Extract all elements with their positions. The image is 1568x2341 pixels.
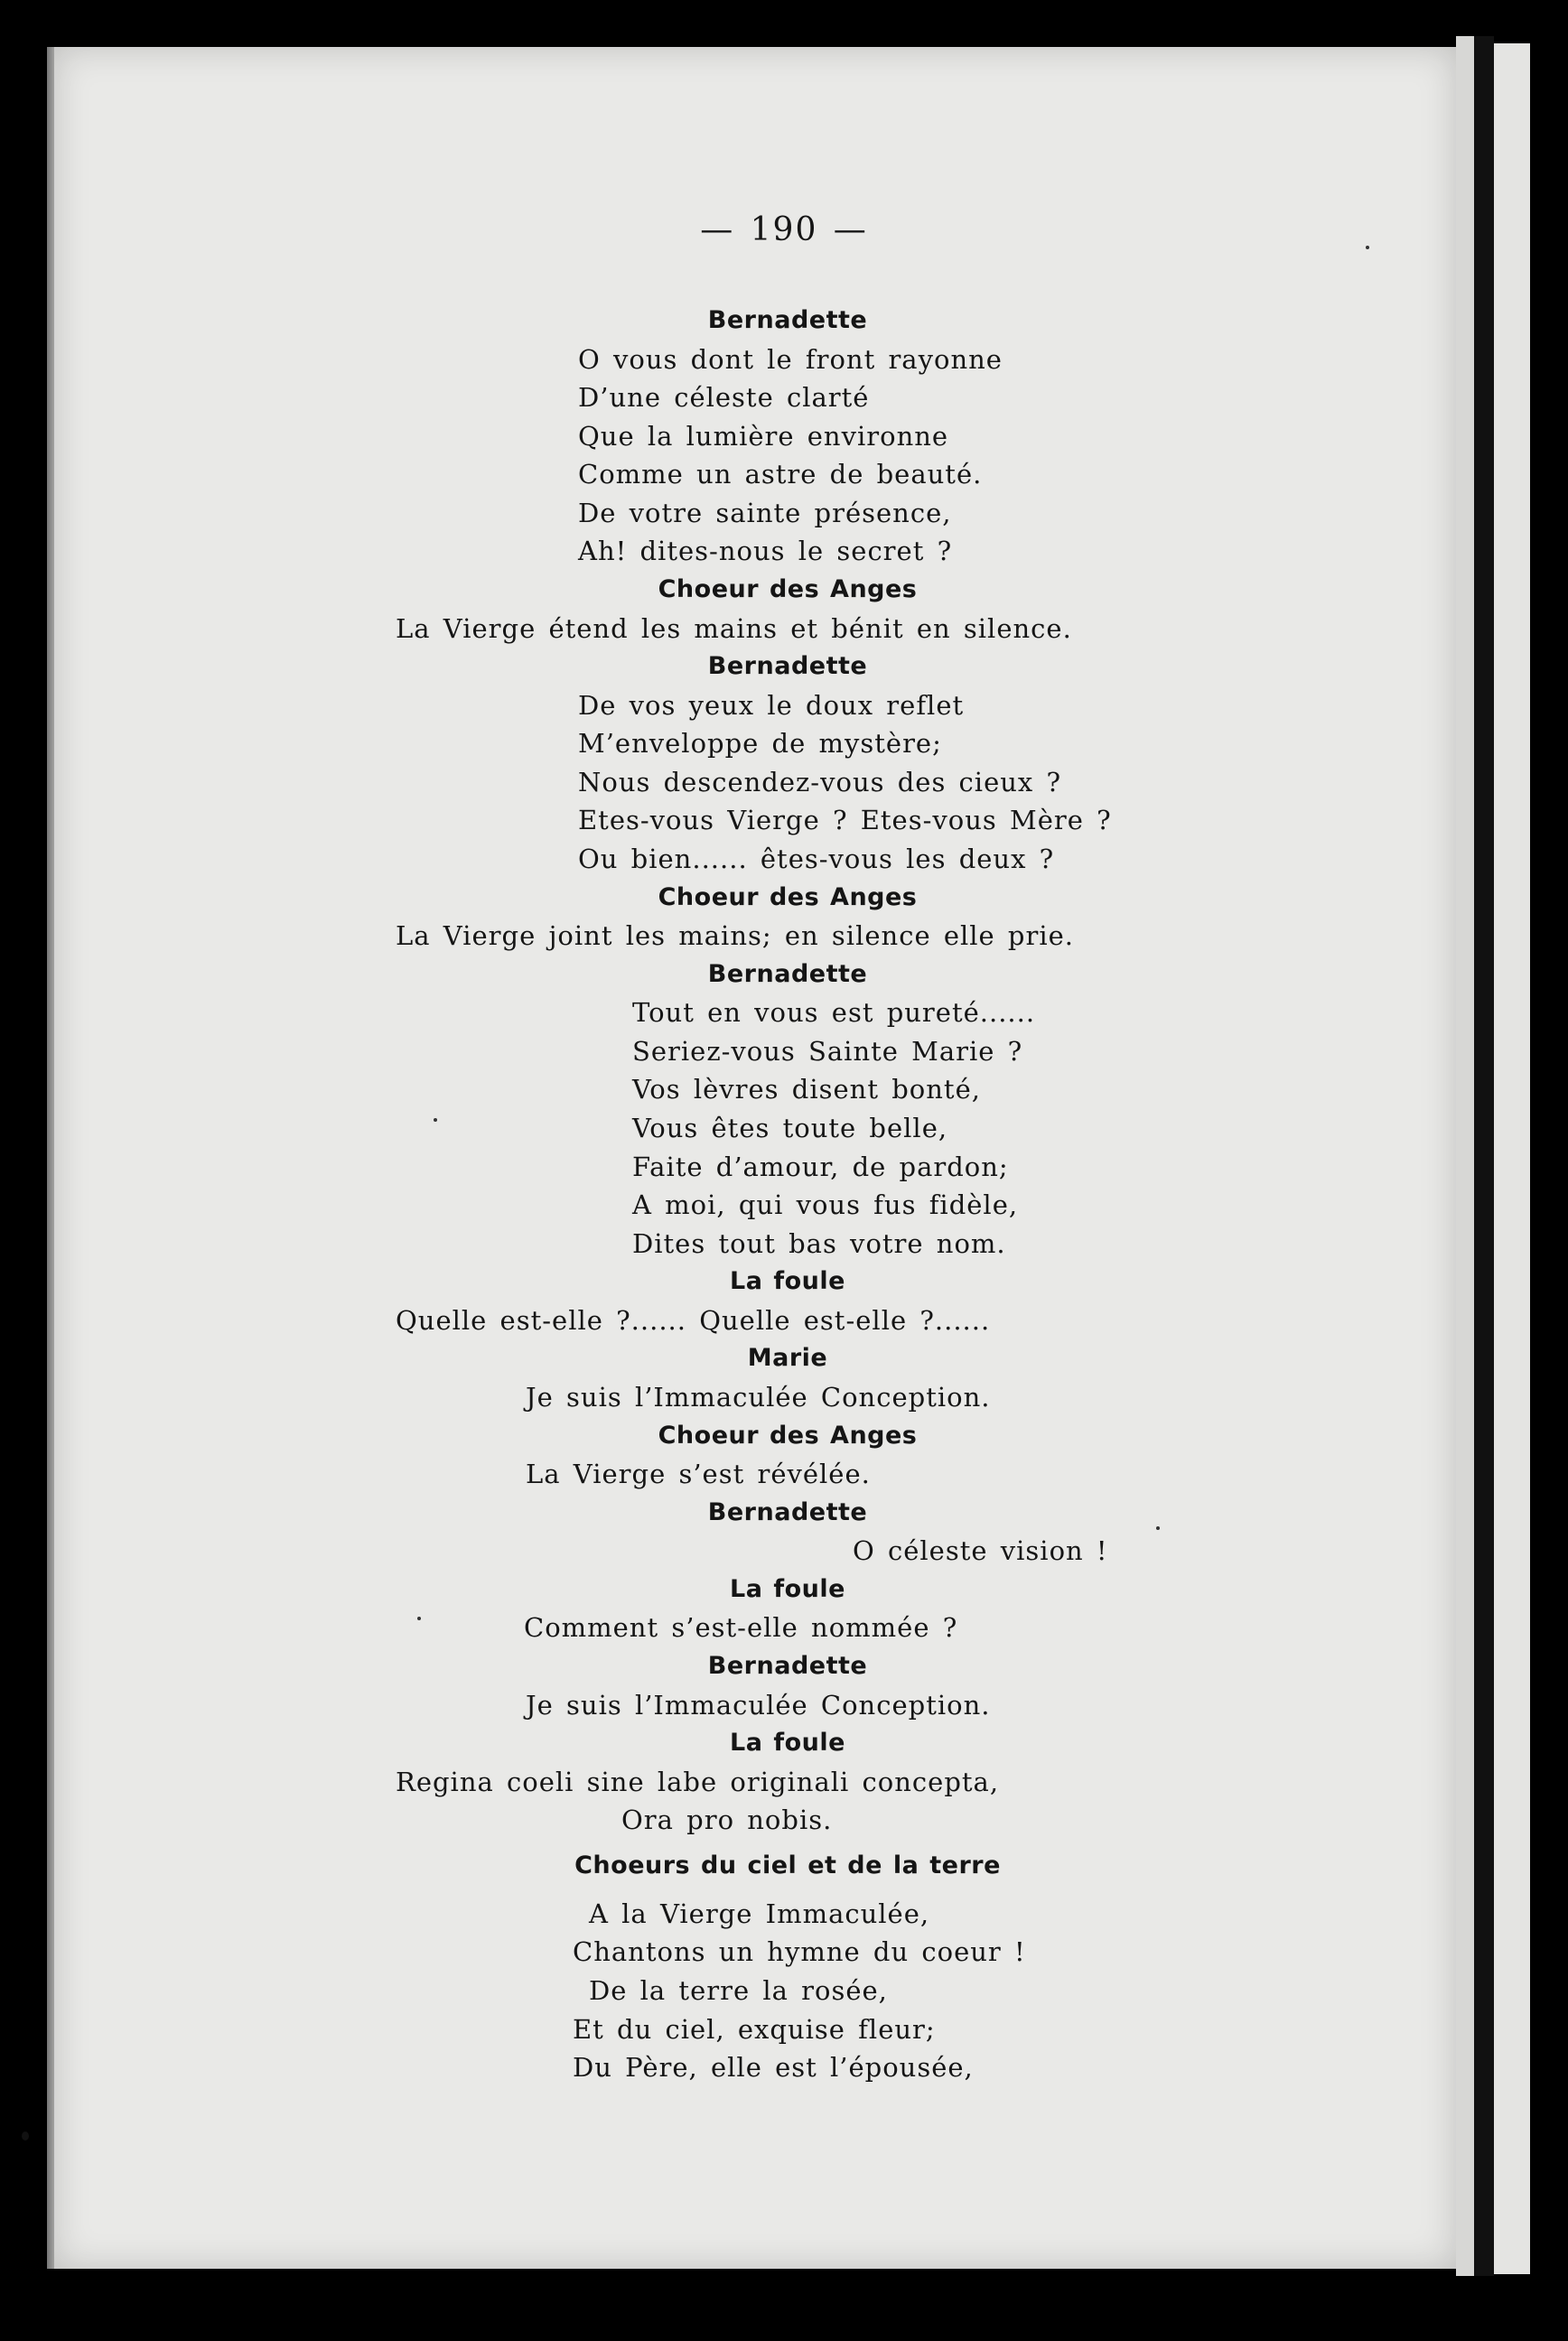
verse-line: Seriez-vous Sainte Marie ? <box>632 1036 1023 1067</box>
scan-speck <box>417 1617 421 1620</box>
verse-line: Je suis l’Immaculée Conception. <box>526 1690 991 1721</box>
verse-line: Faite d’amour, de pardon; <box>632 1152 1009 1182</box>
verse-line: Vos lèvres disent bonté, <box>632 1074 981 1105</box>
speaker-heading: Choeurs du ciel et de la terre <box>574 1851 1001 1879</box>
verse-line: De vos yeux le doux reflet <box>578 690 965 721</box>
scan-speck <box>22 2131 29 2140</box>
speaker-heading: Bernadette <box>707 1498 868 1526</box>
verse-line: Ah! dites-nous le secret ? <box>578 536 953 566</box>
verse-line: A moi, qui vous fus fidèle, <box>632 1189 1019 1220</box>
speaker-heading: Choeur des Anges <box>658 1422 918 1450</box>
verse-line: Du Père, elle est l’épousée, <box>573 2052 974 2083</box>
verse-line: O céleste vision ! <box>853 1535 1108 1566</box>
verse-line: Nous descendez-vous des cieux ? <box>578 767 1062 797</box>
speaker-heading: Bernadette <box>707 652 868 680</box>
page-number: — 190 — <box>700 211 868 248</box>
verse-line: De la terre la rosée, <box>589 1975 888 2006</box>
verse-line: Tout en vous est pureté...... <box>632 997 1036 1028</box>
verse-line: Dites tout bas votre nom. <box>632 1228 1006 1259</box>
speaker-heading: Bernadette <box>707 960 868 988</box>
verse-line: La Vierge joint les mains; en silence elle prie. <box>396 920 1074 951</box>
verse-line: D’une céleste clarté <box>578 382 870 413</box>
verse-line: Et du ciel, exquise fleur; <box>573 2014 936 2045</box>
scan-speck <box>1366 246 1369 249</box>
verse-line: De votre sainte présence, <box>578 498 952 528</box>
verse-line: Je suis l’Immaculée Conception. <box>526 1382 991 1413</box>
speaker-heading: La foule <box>730 1267 845 1295</box>
verse-line: Vous êtes toute belle, <box>632 1113 948 1143</box>
verse-line: Comment s’est-elle nommée ? <box>524 1612 958 1643</box>
verse-line: Regina coeli sine labe originali concepta, <box>396 1767 1000 1797</box>
verse-line: Comme un astre de beauté. <box>578 459 983 490</box>
verse-line: Quelle est-elle ?...... Quelle est-elle ?...... <box>396 1305 991 1336</box>
speaker-heading: Bernadette <box>707 1652 868 1680</box>
verse-line: Chantons un hymne du coeur ! <box>573 1936 1026 1967</box>
scan-speck <box>434 1118 437 1122</box>
speaker-heading: La foule <box>730 1729 845 1757</box>
verse-line: Ou bien...... êtes-vous les deux ? <box>578 844 1055 874</box>
verse-line: La Vierge s’est révélée. <box>526 1459 871 1489</box>
speaker-heading: Marie <box>747 1344 828 1372</box>
verse-line: M’enveloppe de mystère; <box>578 728 942 759</box>
speaker-heading: Choeur des Anges <box>658 575 918 603</box>
speaker-heading: Bernadette <box>707 306 868 334</box>
verse-line: Etes-vous Vierge ? Etes-vous Mère ? <box>578 805 1112 835</box>
speaker-heading: La foule <box>730 1575 845 1603</box>
verse-line: A la Vierge Immaculée, <box>589 1898 930 1929</box>
verse-line: O vous dont le front rayonne <box>578 344 1003 375</box>
scan-speck <box>1156 1526 1160 1530</box>
speaker-heading: Choeur des Anges <box>658 883 918 911</box>
verse-line: Que la lumière environne <box>578 421 949 452</box>
verse-line: La Vierge étend les mains et bénit en silence. <box>396 613 1072 644</box>
verse-line: Ora pro nobis. <box>621 1805 833 1835</box>
